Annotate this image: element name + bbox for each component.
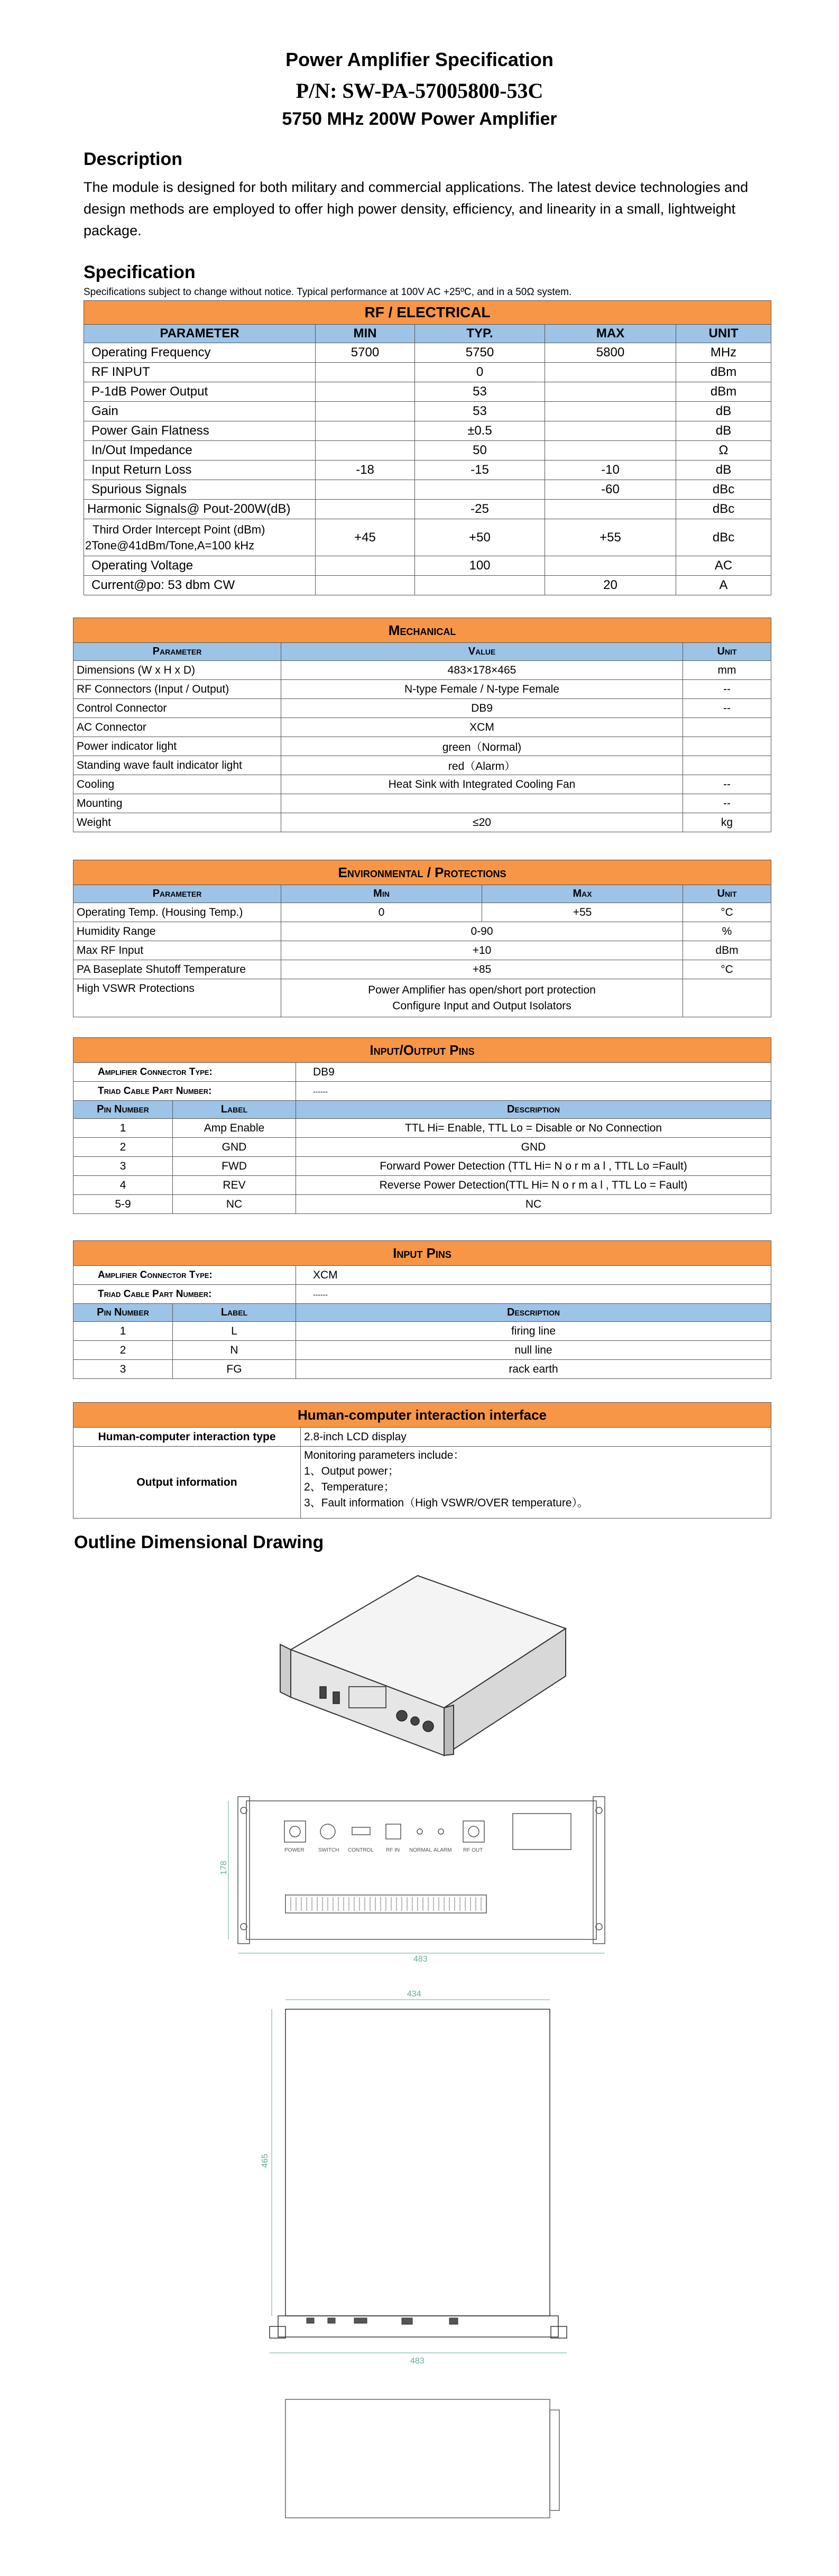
hci-output-line: Monitoring parameters include：: [304, 1449, 465, 1461]
mechanical-table: [73, 618, 771, 832]
table-row: [73, 756, 771, 775]
rf-max: [545, 402, 676, 421]
rf-unit: dBc: [676, 519, 771, 556]
rf-min: [316, 500, 415, 519]
rf-max: -10: [545, 461, 676, 480]
front-label-alarm: ALARM: [434, 1847, 452, 1853]
env-param: Operating Temp. (Housing Temp.): [73, 903, 281, 922]
env-header-max: Max: [482, 885, 683, 903]
table-row: [73, 680, 771, 699]
rf-min: [316, 441, 415, 461]
rf-typ: 5750: [415, 343, 545, 363]
rf-max: [545, 363, 676, 382]
rf-param: Gain: [84, 402, 316, 421]
inp-cable-value: ------: [296, 1285, 771, 1304]
env-unit: [683, 979, 771, 1017]
inp-connector-value: XCM: [296, 1266, 771, 1285]
hci-table: [73, 1402, 771, 1519]
front-dim-height: 178: [219, 1861, 228, 1875]
rf-param: RF INPUT: [84, 363, 316, 382]
io-pin: 3: [73, 1157, 173, 1176]
io-cable-label: Triad Cable Part Number:: [73, 1082, 296, 1101]
rf-max: -60: [545, 480, 676, 500]
specification-note: Specifications subject to change without notice. Typical performance at 100V AC +25ºC, and in a 50Ω system.: [84, 287, 572, 298]
inp-connector-label: Amplifier Connector Type:: [73, 1266, 296, 1285]
inp-description: null line: [296, 1341, 771, 1360]
env-value: +10: [281, 941, 683, 960]
table-row: [73, 979, 771, 1017]
hci-output-label: Output information: [73, 1447, 301, 1519]
env-unit: °C: [683, 903, 771, 922]
rf-toi-line2: 2Tone@41dBm/Tone,A=100 kHz: [85, 538, 255, 552]
table-row: [84, 421, 771, 441]
env-unit: dBm: [683, 941, 771, 960]
mech-value: 483×178×465: [281, 661, 683, 680]
mech-param: Weight: [73, 813, 281, 832]
table-row: [73, 1138, 771, 1157]
rf-typ: ±0.5: [415, 421, 545, 441]
io-description: Forward Power Detection (TTL Hi= N o r m a l , TTL Lo =Fault): [296, 1157, 771, 1176]
inp-description: rack earth: [296, 1360, 771, 1379]
mech-unit: --: [683, 699, 771, 718]
table-row: [73, 718, 771, 737]
io-connector-value: DB9: [296, 1063, 771, 1082]
inp-description: firing line: [296, 1322, 771, 1341]
mech-param: Power indicator light: [73, 737, 281, 756]
mech-unit: [683, 756, 771, 775]
rf-table-title: RF / ELECTRICAL: [84, 301, 771, 325]
part-number: P/N: SW-PA-57005800-53C: [296, 79, 543, 103]
table-row: [73, 1157, 771, 1176]
io-label: NC: [173, 1195, 296, 1214]
rf-param: P-1dB Power Output: [84, 382, 316, 402]
table-row: [84, 441, 771, 461]
environmental-table: [73, 860, 771, 1017]
table-row: [73, 922, 771, 941]
io-label: GND: [173, 1138, 296, 1157]
rf-header-max: MAX: [545, 325, 676, 343]
rf-param: Operating Frequency: [84, 343, 316, 363]
description-heading: Description: [84, 149, 183, 169]
front-label-power: POWER: [284, 1847, 305, 1853]
rf-min: [316, 421, 415, 441]
mech-unit: kg: [683, 813, 771, 832]
rf-typ: 53: [415, 402, 545, 421]
hci-title: Human-computer interaction interface: [73, 1403, 771, 1428]
rf-max: [545, 556, 676, 576]
top-dim-depth: 465: [261, 2154, 270, 2168]
inp-header-description: Description: [296, 1304, 771, 1322]
mech-header-value: Value: [281, 643, 683, 661]
inp-pin: 3: [73, 1360, 173, 1379]
rf-unit: dB: [676, 461, 771, 480]
rf-min: [316, 363, 415, 382]
hci-output-list: [301, 1447, 771, 1519]
front-label-control: CONTROL: [348, 1847, 374, 1853]
table-row: [73, 1341, 771, 1360]
inp-cable-label: Triad Cable Part Number:: [73, 1285, 296, 1304]
vswr-line1: Power Amplifier has open/short port protection: [368, 983, 596, 996]
mech-param: AC Connector: [73, 718, 281, 737]
rf-electrical-table: [84, 300, 771, 595]
mech-value: [281, 794, 683, 813]
rf-param: Spurious Signals: [84, 480, 316, 500]
rf-header-min: MIN: [316, 325, 415, 343]
io-pins-table: [73, 1037, 771, 1214]
vswr-line2: Configure Input and Output Isolators: [392, 999, 571, 1012]
input-pins-title: Input Pins: [73, 1241, 771, 1266]
env-param: Max RF Input: [73, 941, 281, 960]
mech-unit: [683, 718, 771, 737]
env-param: High VSWR Protections: [73, 979, 281, 1017]
outline-heading: Outline Dimensional Drawing: [74, 1532, 324, 1552]
rf-min: [316, 382, 415, 402]
isometric-view-drawing: [270, 1565, 582, 1777]
env-param: Humidity Range: [73, 922, 281, 941]
mech-param: Cooling: [73, 775, 281, 794]
specification-heading: Specification: [84, 262, 196, 282]
io-label: Amp Enable: [173, 1119, 296, 1138]
mech-unit: --: [683, 794, 771, 813]
io-header-label: Label: [173, 1101, 296, 1119]
table-row: [73, 903, 771, 922]
mech-param: Standing wave fault indicator light: [73, 756, 281, 775]
env-min: 0: [281, 903, 482, 922]
rf-min: [316, 556, 415, 576]
table-row: [73, 794, 771, 813]
front-label-normal: NORMAL: [409, 1847, 432, 1853]
table-row: [84, 382, 771, 402]
mech-unit: --: [683, 680, 771, 699]
io-description: Reverse Power Detection(TTL Hi= N o r m a l , TTL Lo = Fault): [296, 1176, 771, 1195]
rf-max: [545, 500, 676, 519]
hci-type-label: Human-computer interaction type: [73, 1428, 301, 1447]
table-row: [73, 1195, 771, 1214]
top-dim-inner-width: 434: [407, 1990, 421, 1999]
env-header-parameter: Parameter: [73, 885, 281, 903]
inp-pin: 1: [73, 1322, 173, 1341]
io-header-pin: Pin Number: [73, 1101, 173, 1119]
rf-param: Power Gain Flatness: [84, 421, 316, 441]
table-row: [84, 363, 771, 382]
rf-min: [316, 480, 415, 500]
environmental-title: Environmental / Protections: [73, 860, 771, 885]
mech-param: Control Connector: [73, 699, 281, 718]
inp-label: FG: [173, 1360, 296, 1379]
mech-param: Mounting: [73, 794, 281, 813]
env-header-unit: Unit: [683, 885, 771, 903]
mech-unit: mm: [683, 661, 771, 680]
io-label: REV: [173, 1176, 296, 1195]
rf-param: Current@po: 53 dbm CW: [84, 576, 316, 595]
rf-header-parameter: PARAMETER: [84, 325, 316, 343]
table-row: [84, 343, 771, 363]
rf-unit: dBc: [676, 480, 771, 500]
rf-unit: dB: [676, 421, 771, 441]
inp-label: N: [173, 1341, 296, 1360]
mechanical-title: Mechanical: [73, 618, 771, 643]
rf-unit: dBm: [676, 363, 771, 382]
table-row: [84, 402, 771, 421]
io-label: FWD: [173, 1157, 296, 1176]
env-unit: %: [683, 922, 771, 941]
inp-label: L: [173, 1322, 296, 1341]
table-row: [73, 1322, 771, 1341]
rf-param: In/Out Impedance: [84, 441, 316, 461]
table-row: [73, 960, 771, 979]
mech-value: green（Normal): [281, 737, 683, 756]
io-header-description: Description: [296, 1101, 771, 1119]
table-row: [73, 813, 771, 832]
table-row: [84, 480, 771, 500]
front-view-drawing: [217, 1789, 624, 1964]
mech-unit: [683, 737, 771, 756]
side-view-drawing: [275, 2394, 571, 2526]
io-pin: 1: [73, 1119, 173, 1138]
mech-unit: --: [683, 775, 771, 794]
rf-typ: -25: [415, 500, 545, 519]
inp-pin: 2: [73, 1341, 173, 1360]
rf-typ: 100: [415, 556, 545, 576]
table-row: [73, 775, 771, 794]
mech-value: N-type Female / N-type Female: [281, 680, 683, 699]
rf-header-unit: UNIT: [676, 325, 771, 343]
table-row: [73, 1360, 771, 1379]
env-param: PA Baseplate Shutoff Temperature: [73, 960, 281, 979]
input-pins-table: [73, 1240, 771, 1379]
table-row: [84, 576, 771, 595]
rf-param: Input Return Loss: [84, 461, 316, 480]
table-row: [84, 461, 771, 480]
io-description: TTL Hi= Enable, TTL Lo = Disable or No Connection: [296, 1119, 771, 1138]
mech-header-unit: Unit: [683, 643, 771, 661]
rf-min: -18: [316, 461, 415, 480]
rf-typ: 0: [415, 363, 545, 382]
rf-toi-line1: Third Order Intercept Point (dBm): [93, 522, 265, 536]
front-label-rf-in: RF IN: [386, 1847, 400, 1853]
rf-typ: [415, 480, 545, 500]
table-row: [73, 1176, 771, 1195]
mech-param: RF Connectors (Input / Output): [73, 680, 281, 699]
mech-param: Dimensions (W x H x D): [73, 661, 281, 680]
io-description: GND: [296, 1138, 771, 1157]
front-dim-width: 483: [413, 1955, 428, 1964]
hci-type-value: 2.8-inch LCD display: [301, 1428, 771, 1447]
document-title: Power Amplifier Specification: [285, 49, 554, 70]
rf-unit: Ω: [676, 441, 771, 461]
front-label-switch: SWITCH: [318, 1847, 339, 1853]
rf-typ: -15: [415, 461, 545, 480]
env-unit: °C: [683, 960, 771, 979]
inp-header-pin: Pin Number: [73, 1304, 173, 1322]
rf-typ: +50: [415, 519, 545, 556]
io-pin: 5-9: [73, 1195, 173, 1214]
mech-value: DB9: [281, 699, 683, 718]
rf-typ: [415, 576, 545, 595]
document-subtitle: 5750 MHz 200W Power Amplifier: [282, 109, 557, 129]
rf-max: 5800: [545, 343, 676, 363]
table-row: [73, 737, 771, 756]
mech-value: ≤20: [281, 813, 683, 832]
rf-unit: dB: [676, 402, 771, 421]
table-row: [73, 1119, 771, 1138]
table-row: [84, 519, 771, 556]
table-row: [84, 500, 771, 519]
io-cable-value: ------: [296, 1082, 771, 1101]
rf-param-toi: [84, 519, 316, 556]
rf-min: [316, 576, 415, 595]
hci-output-line: 3、Fault information（High VSWR/OVER temperature）。: [304, 1497, 589, 1509]
io-pin: 2: [73, 1138, 173, 1157]
top-dim-width: 483: [410, 2357, 425, 2366]
table-row: [84, 556, 771, 576]
io-pins-title: Input/Output Pins: [73, 1038, 771, 1063]
io-connector-label: Amplifier Connector Type:: [73, 1063, 296, 1082]
table-row: [73, 699, 771, 718]
env-value: 0-90: [281, 922, 683, 941]
rf-max: +55: [545, 519, 676, 556]
env-max: +55: [482, 903, 683, 922]
rf-unit: dBc: [676, 500, 771, 519]
rf-max: [545, 421, 676, 441]
rf-header-typ: TYP.: [415, 325, 545, 343]
io-pin: 4: [73, 1176, 173, 1195]
rf-typ: 50: [415, 441, 545, 461]
mech-header-parameter: Parameter: [73, 643, 281, 661]
env-value: +85: [281, 960, 683, 979]
rf-max: [545, 441, 676, 461]
table-row: [73, 941, 771, 960]
rf-unit: dBm: [676, 382, 771, 402]
io-description: NC: [296, 1195, 771, 1214]
mech-value: red（Alarm）: [281, 756, 683, 775]
hci-output-line: 2、Temperature；: [304, 1481, 395, 1493]
rf-min: [316, 402, 415, 421]
rf-max: 20: [545, 576, 676, 595]
rf-unit: A: [676, 576, 771, 595]
env-header-min: Min: [281, 885, 482, 903]
front-label-rf-out: RF OUT: [463, 1847, 483, 1853]
mech-value: Heat Sink with Integrated Cooling Fan: [281, 775, 683, 794]
rf-max: [545, 382, 676, 402]
top-view-drawing: [248, 1988, 587, 2369]
rf-unit: MHz: [676, 343, 771, 363]
table-row: [73, 661, 771, 680]
description-text: The module is designed for both military and commercial applications. The latest device technologies and design methods are employed to offer high power density, efficiency, and linearity in a small, lightweight package.: [84, 179, 749, 238]
rf-typ: 53: [415, 382, 545, 402]
hci-output-line: 1、Output power；: [304, 1465, 399, 1477]
rf-unit: AC: [676, 556, 771, 576]
mech-value: XCM: [281, 718, 683, 737]
rf-min: 5700: [316, 343, 415, 363]
rf-param: Operating Voltage: [84, 556, 316, 576]
rf-min: +45: [316, 519, 415, 556]
rf-param: Harmonic Signals@ Pout-200W(dB): [84, 500, 316, 519]
env-vswr-value: [281, 979, 683, 1017]
inp-header-label: Label: [173, 1304, 296, 1322]
